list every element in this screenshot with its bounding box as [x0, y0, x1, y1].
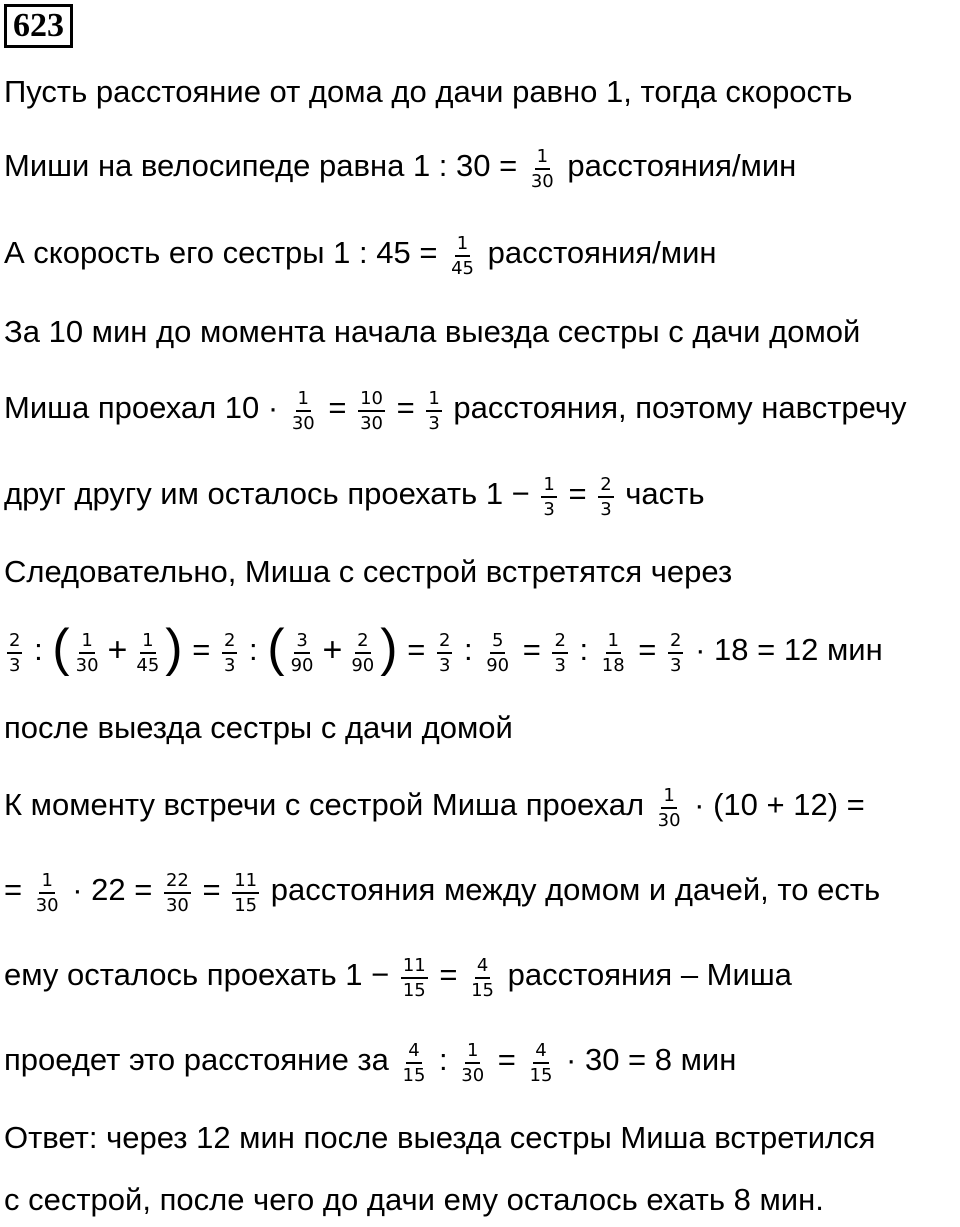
fraction-numerator: 1: [426, 388, 441, 412]
line-text: За 10 мин до момента начала выезда сестры с дачи домой: [4, 314, 861, 349]
problem-number: 623: [4, 4, 73, 48]
fraction-numerator: 1: [39, 870, 54, 894]
fraction: [529, 146, 556, 192]
line-text: с сестрой, после чего до дачи ему осталось ехать 8 мин.: [4, 1182, 824, 1217]
fraction: [401, 1040, 428, 1086]
fraction-numerator: 11: [232, 870, 259, 894]
fraction-numerator: 1: [535, 146, 550, 170]
text-line-12: [4, 955, 792, 1001]
line-text: Ответ: через 12 мин после выезда сестры Миша встретился: [4, 1120, 876, 1155]
fraction: [401, 955, 428, 1001]
fraction-denominator: 3: [543, 499, 555, 520]
fraction: [74, 630, 101, 676]
fraction-numerator: 1: [296, 388, 311, 412]
line-text: · 18 = 12 мин: [686, 632, 883, 667]
line-text: · 22 =: [63, 872, 161, 907]
left-paren: (: [52, 619, 70, 677]
text-line-13: [4, 1040, 737, 1086]
fraction-denominator: 18: [601, 655, 625, 676]
left-paren: (: [267, 619, 285, 677]
fraction-numerator: 4: [406, 1040, 421, 1064]
fraction-numerator: 1: [606, 630, 621, 654]
fraction-numerator: 4: [533, 1040, 548, 1064]
line-text: Пусть расстояние от дома до дачи равно 1, тогда скорость: [4, 74, 853, 109]
fraction: [164, 870, 191, 916]
text-line-10: [4, 785, 865, 831]
line-text: А скорость его сестры 1 : 45 =: [4, 235, 447, 270]
fraction-denominator: 90: [486, 655, 510, 676]
line-text: Миша проехал 10 ·: [4, 390, 287, 425]
fraction: [484, 630, 511, 676]
text-line-4: [4, 312, 860, 352]
fraction-denominator: 90: [351, 655, 375, 676]
fraction-denominator: 3: [428, 413, 440, 434]
line-text: :: [25, 632, 52, 667]
line-text: =: [489, 1042, 525, 1077]
right-paren: ): [165, 619, 183, 677]
fraction-numerator: 10: [358, 388, 385, 412]
line-text: расстояния между домом и дачей, то есть: [262, 872, 881, 907]
fraction: [459, 1040, 486, 1086]
fraction-denominator: 3: [554, 655, 566, 676]
text-line-11: [4, 870, 881, 916]
text-line-7: [4, 552, 732, 592]
fraction: [232, 870, 259, 916]
line-text: =: [559, 476, 596, 511]
line-text: расстояния/мин: [558, 148, 797, 183]
answer-line-2: [4, 1180, 824, 1220]
fraction: [426, 388, 441, 434]
text-line-8-equation: [4, 619, 883, 677]
fraction-numerator: 1: [79, 630, 94, 654]
fraction-denominator: 30: [165, 895, 189, 916]
fraction-denominator: 15: [402, 1065, 426, 1086]
plus-sign: +: [107, 631, 128, 669]
fraction-denominator: 3: [9, 655, 21, 676]
line-text: =: [193, 872, 230, 907]
fraction-numerator: 4: [475, 955, 490, 979]
line-text: =: [4, 872, 31, 907]
fraction: [552, 630, 567, 676]
line-text: =: [387, 390, 424, 425]
line-text: :: [430, 1042, 457, 1077]
line-text: · (10 + 12) =: [685, 787, 865, 822]
plus-sign: +: [322, 631, 343, 669]
fraction-denominator: 30: [35, 895, 59, 916]
fraction-numerator: 1: [661, 785, 676, 809]
fraction-denominator: 15: [402, 980, 426, 1001]
fraction-denominator: 15: [234, 895, 258, 916]
fraction-numerator: 2: [7, 630, 22, 654]
fraction-numerator: 2: [437, 630, 452, 654]
fraction-denominator: 30: [75, 655, 99, 676]
text-line-1: [4, 72, 852, 112]
fraction-numerator: 2: [552, 630, 567, 654]
line-text: :: [570, 632, 597, 667]
fraction-denominator: 45: [136, 655, 160, 676]
line-text: Следовательно, Миша с сестрой встретятся через: [4, 554, 733, 589]
fraction-denominator: 3: [223, 655, 236, 676]
fraction-denominator: 15: [529, 1065, 553, 1086]
fraction-denominator: 30: [530, 171, 554, 192]
fraction: [34, 870, 61, 916]
fraction-numerator: 3: [294, 630, 309, 654]
line-text: =: [183, 632, 219, 667]
line-text: =: [398, 632, 434, 667]
fraction-numerator: 2: [222, 630, 237, 654]
fraction-numerator: 1: [140, 630, 155, 654]
fraction-denominator: 15: [471, 980, 495, 1001]
fraction-denominator: 30: [657, 810, 681, 831]
line-text: расстояния/мин: [478, 235, 717, 270]
fraction-denominator: 30: [291, 413, 315, 434]
fraction: [469, 955, 496, 1001]
fraction-numerator: 2: [668, 630, 683, 654]
fraction: [528, 1040, 555, 1086]
line-text: расстояния, поэтому навстречу: [444, 390, 907, 425]
line-text: :: [455, 632, 482, 667]
fraction: [134, 630, 161, 676]
line-text: часть: [616, 476, 705, 511]
fraction: [541, 474, 556, 520]
fraction-denominator: 3: [600, 499, 612, 520]
fraction: [222, 630, 237, 676]
answer-line-1: [4, 1118, 875, 1158]
line-text: проедет это расстояние за: [4, 1042, 398, 1077]
fraction-denominator: 3: [438, 655, 451, 676]
fraction-denominator: 30: [360, 413, 383, 434]
text-line-9: [4, 708, 513, 748]
line-text: К моменту встречи с сестрой Миша проехал: [4, 787, 653, 822]
fraction: [598, 474, 613, 520]
fraction: [437, 630, 452, 676]
line-text: Миши на велосипеде равна 1 : 30 =: [4, 148, 526, 183]
text-line-3: [4, 233, 717, 279]
text-line-2: [4, 146, 797, 192]
line-text: друг другу им осталось проехать 1 −: [4, 476, 539, 511]
line-text: =: [319, 390, 356, 425]
line-text: · 30 = 8 мин: [557, 1042, 737, 1077]
fraction-numerator: 22: [164, 870, 191, 894]
line-text: расстояния – Миша: [499, 957, 792, 992]
line-text: ему осталось проехать 1 −: [4, 957, 398, 992]
fraction-numerator: 2: [355, 630, 370, 654]
text-line-5: [4, 388, 907, 434]
line-text: после выезда сестры с дачи домой: [4, 710, 513, 745]
fraction: [7, 630, 22, 676]
text-line-6: [4, 474, 705, 520]
fraction: [656, 785, 683, 831]
fraction: [290, 388, 317, 434]
fraction: [358, 388, 385, 434]
fraction-denominator: 45: [451, 258, 474, 279]
fraction-numerator: 1: [455, 233, 470, 257]
fraction: [289, 630, 316, 676]
line-text: =: [514, 632, 550, 667]
line-text: =: [430, 957, 467, 992]
fraction-denominator: 30: [461, 1065, 485, 1086]
line-text: =: [629, 632, 666, 667]
right-paren: ): [380, 619, 398, 677]
fraction: [349, 630, 376, 676]
fraction-denominator: 3: [670, 655, 682, 676]
line-text: :: [240, 632, 267, 667]
fraction-denominator: 90: [290, 655, 314, 676]
fraction-numerator: 2: [598, 474, 613, 498]
fraction-numerator: 5: [490, 630, 505, 654]
fraction: [449, 233, 476, 279]
fraction: [600, 630, 627, 676]
fraction-numerator: 1: [541, 474, 556, 498]
fraction-numerator: 1: [465, 1040, 480, 1064]
fraction: [668, 630, 683, 676]
fraction-numerator: 11: [401, 955, 428, 979]
